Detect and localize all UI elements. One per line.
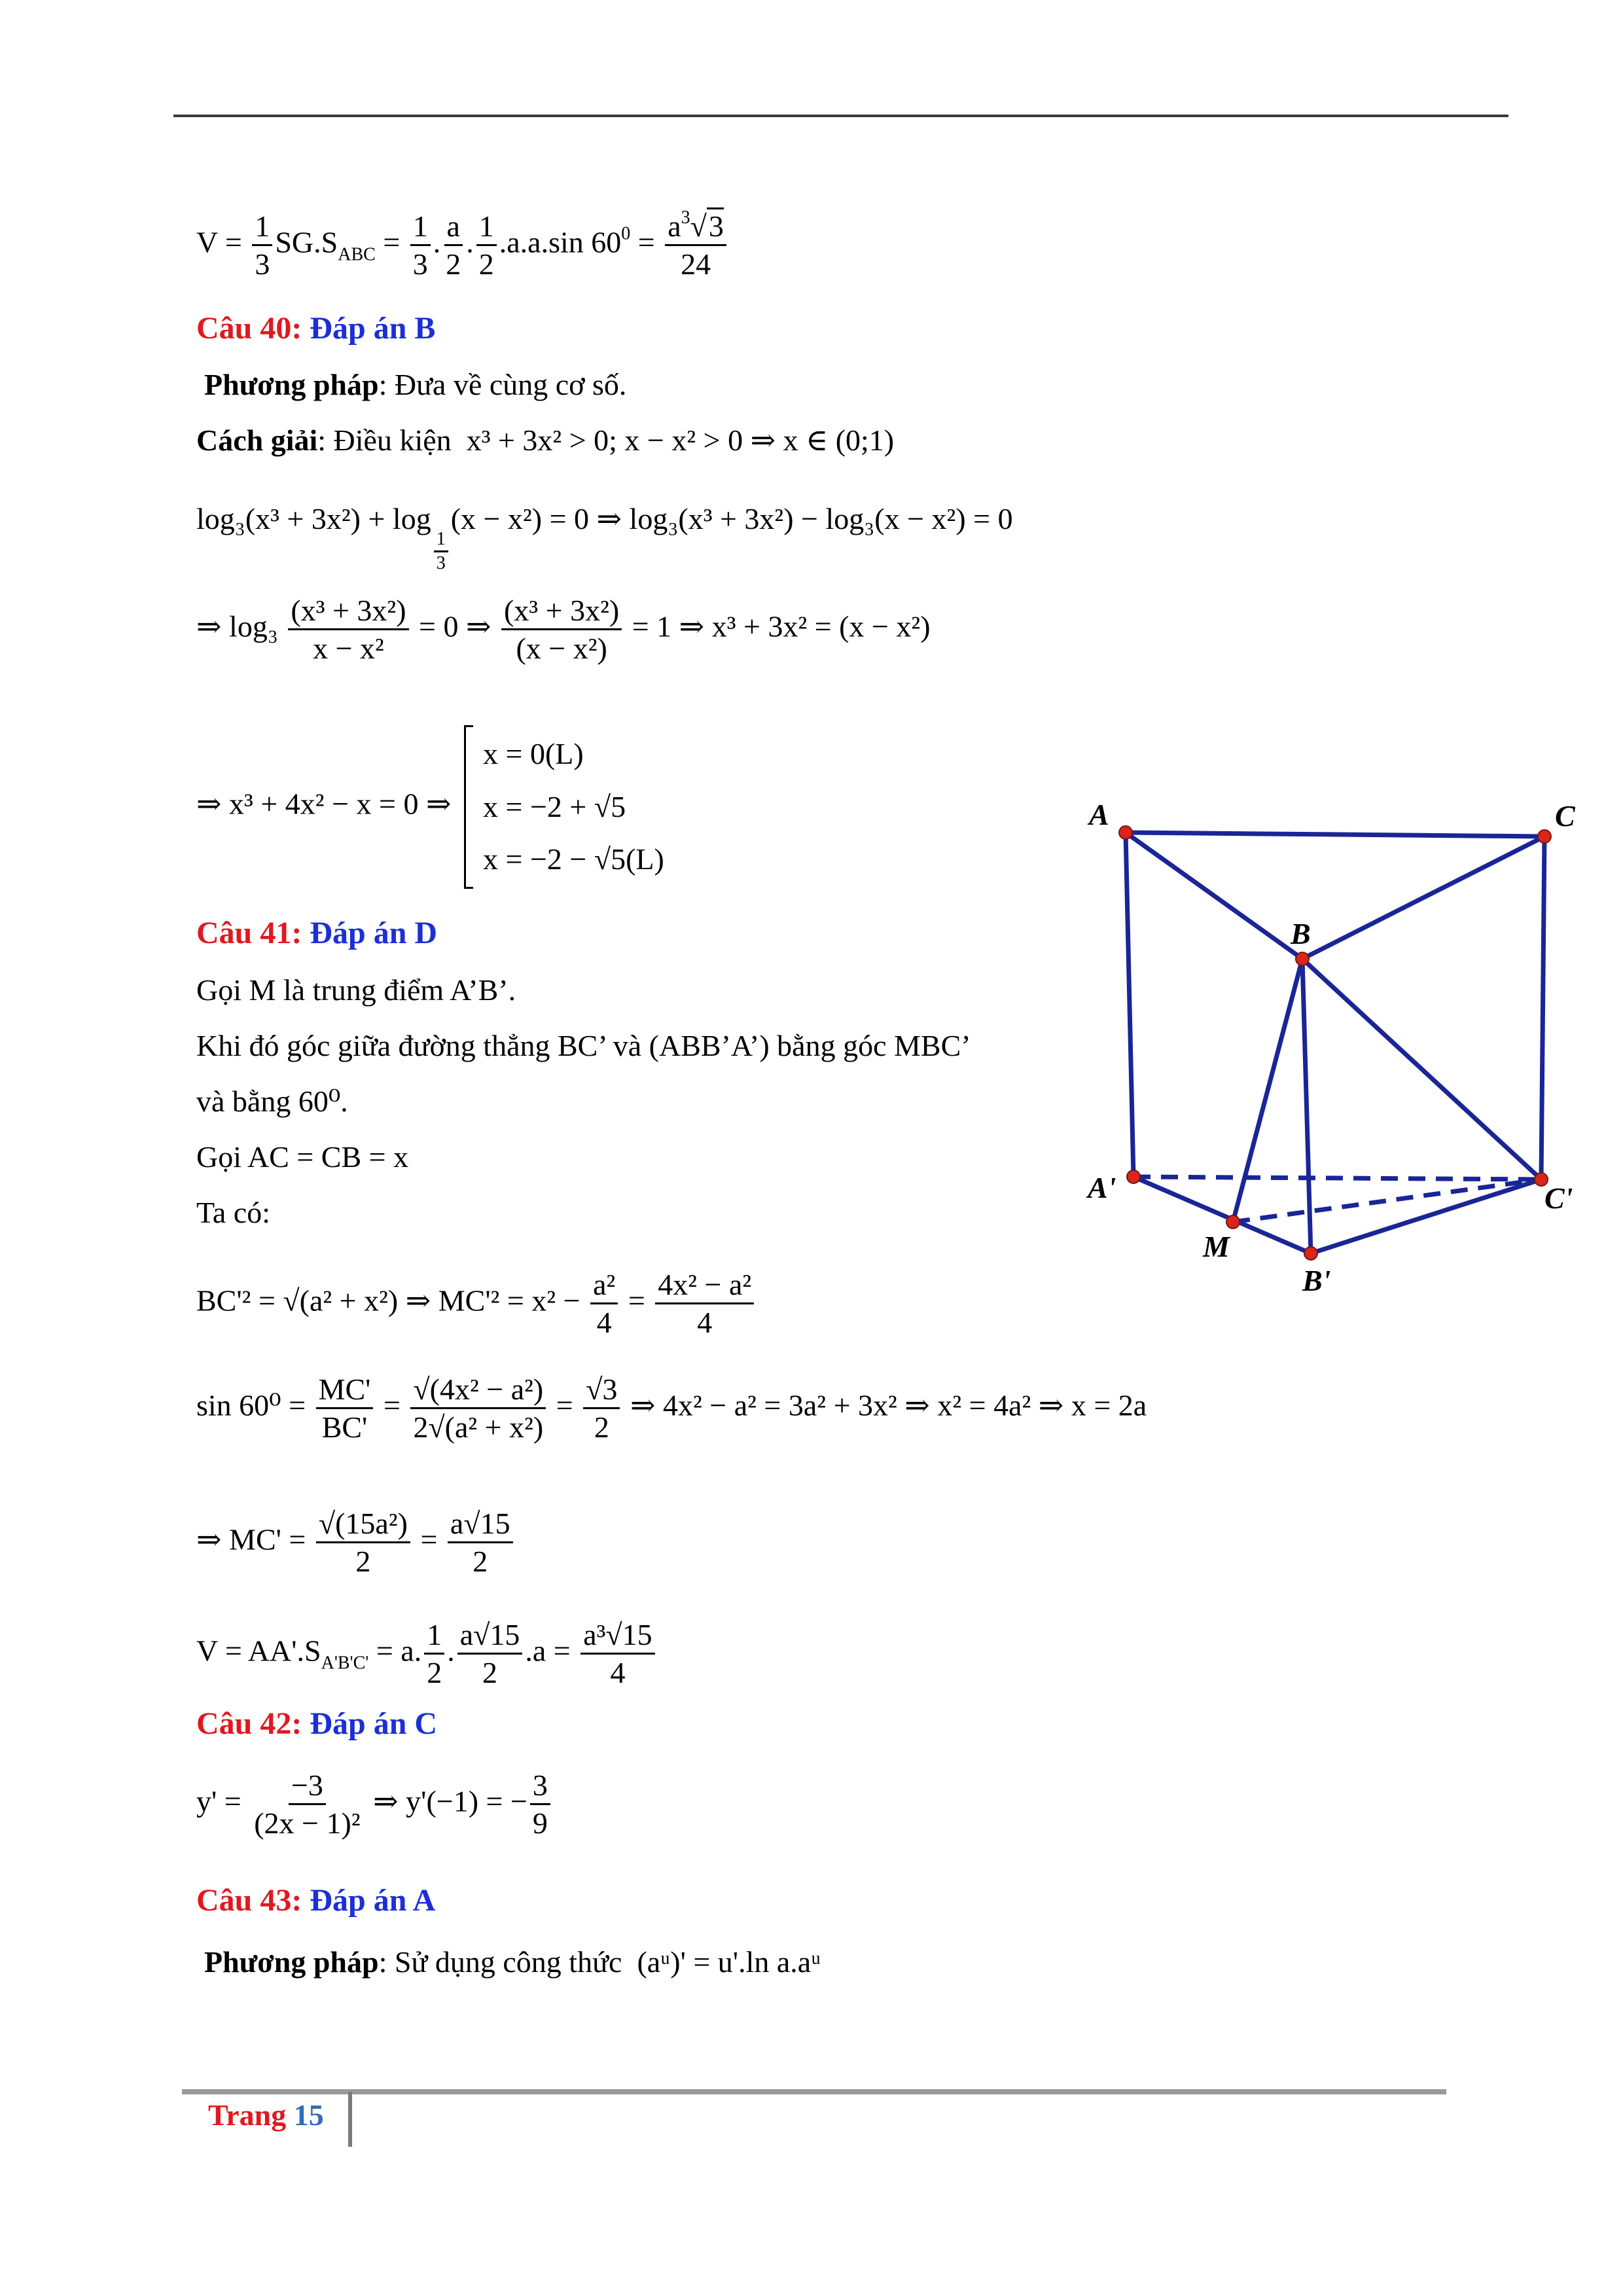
edge-B1C1: [1311, 1179, 1541, 1253]
q41-eq-mc: ⇒ MC' = $\frac{\text{√(15a²)}}{2}$ = $\frac{a√15}{2}$: [196, 1505, 516, 1579]
edge-BB1: [1302, 959, 1311, 1253]
edge-A1C1-hidden: [1133, 1177, 1541, 1179]
edge-BC: [1302, 836, 1544, 959]
label-C1: C': [1544, 1181, 1573, 1215]
question-41-heading: Câu 41: Đáp án D: [196, 916, 438, 950]
edge-BM: [1233, 959, 1302, 1222]
label-A1: A': [1088, 1171, 1116, 1204]
point-B: [1296, 952, 1309, 965]
q41-text-3: và bằng 60⁰.: [196, 1085, 348, 1118]
point-B1: [1304, 1247, 1317, 1260]
page-number: Trang 15: [208, 2098, 324, 2132]
prism-figure: [1086, 798, 1584, 1322]
edge-CC1: [1541, 836, 1544, 1179]
q40-log-equation-2: ⇒ log₃ $\frac{\text{(x³ + 3x²)}}{\text{x − x²}}$ = 0 ⇒ $\frac{\text{(x³ + 3x²)}}{\text{(x − x²)}}$ = 1 ⇒ x³ + 3x² = (x − x²): [196, 594, 931, 666]
q40-log-equation-1: log₃(x³ + 3x²) + log $\frac{1}{3}$ (x − x²) = 0 ⇒ log₃(x³ + 3x²) − log₃(x − x²) = 0: [196, 502, 1013, 573]
solution-bracket: x = 0(L) x = −2 + √5 x = −2 − √5(L): [464, 725, 664, 889]
edge-MC1-hidden: [1233, 1179, 1541, 1222]
q40-method: Phương pháp: Đưa về cùng cơ số.: [204, 368, 627, 401]
volume-formula: V = $\frac{1}{3}$ $SG.S_{ABC}$ = $\frac{1}{3}$ . $\frac{a}{2}$ . $\frac{1}{2}$ .a.a.sin $60^0$ = $\frac{a^3√3}{24}$: [196, 208, 729, 282]
label-B1: B': [1302, 1264, 1331, 1297]
edge-AB: [1126, 833, 1302, 959]
edge-AA1: [1126, 833, 1133, 1177]
q41-eq-volume: $V = AA'.S_{A'B'C'} = a$. $\frac{1}{2}$ . $\frac{a√15}{2}$ .a = $\frac{\text{a³√15}}{4}$: [196, 1617, 658, 1691]
footer-rule: [182, 2089, 1446, 2094]
label-C: C: [1555, 799, 1575, 833]
q42-derivative: y' = $\frac{-3}{\text{(2x − 1)²}}$ ⇒ y'(−1) = − $\frac{3}{9}$: [196, 1767, 553, 1841]
q41-text-1: Gọi M là trung điểm A’B’.: [196, 973, 516, 1007]
q41-eq-sin: sin 60⁰ = $\frac{MC'}{BC'}$ = $\frac{\text{√(4x² − a²)}}{\text{2√(a² + x²)}}$ = $\frac{√3}{2}$ ⇒ 4x² − a² = 3a² + 3x² ⇒ x² = 4a² ⇒ x = 2a: [196, 1372, 1147, 1444]
q41-text-2: Khi đó góc giữa đường thẳng BC’ và (ABB’A’) bằng góc MBC’: [196, 1029, 971, 1062]
label-A: A: [1089, 798, 1109, 831]
point-C: [1538, 830, 1551, 843]
q41-eq-bc: BC'² = √(a² + x²) ⇒ MC'² = x² − $\frac{\text{a²}}{4}$ = $\frac{\text{4x² − a²}}{4}$: [196, 1266, 757, 1340]
label-M: M: [1203, 1230, 1230, 1263]
footer-divider: [348, 2092, 352, 2147]
point-A: [1119, 826, 1132, 839]
question-42-heading: Câu 42: Đáp án C: [196, 1706, 438, 1741]
question-40-heading: Câu 40: Đáp án B: [196, 311, 436, 346]
q40-system: ⇒ x³ + 4x² − x = 0 ⇒ x = 0(L) x = −2 + √5 x = −2 − √5(L): [196, 725, 664, 889]
edge-BC1: [1302, 959, 1541, 1179]
edge-AC: [1126, 833, 1544, 836]
question-43-heading: Câu 43: Đáp án A: [196, 1883, 436, 1918]
header-rule: [173, 115, 1508, 117]
q41-text-4: Gọi AC = CB = x: [196, 1140, 409, 1174]
point-M: [1226, 1215, 1240, 1229]
q40-solution: Cách giải: Điều kiện x³ + 3x² > 0; x − x² > 0 ⇒ x ∈ (0;1): [196, 423, 895, 457]
q41-text-5: Ta có:: [196, 1196, 271, 1229]
point-A1: [1127, 1170, 1140, 1183]
label-B: B: [1291, 917, 1311, 950]
q43-method: Phương pháp: Sử dụng công thức (aᵘ)' = u'.ln a.aᵘ: [204, 1945, 821, 1979]
